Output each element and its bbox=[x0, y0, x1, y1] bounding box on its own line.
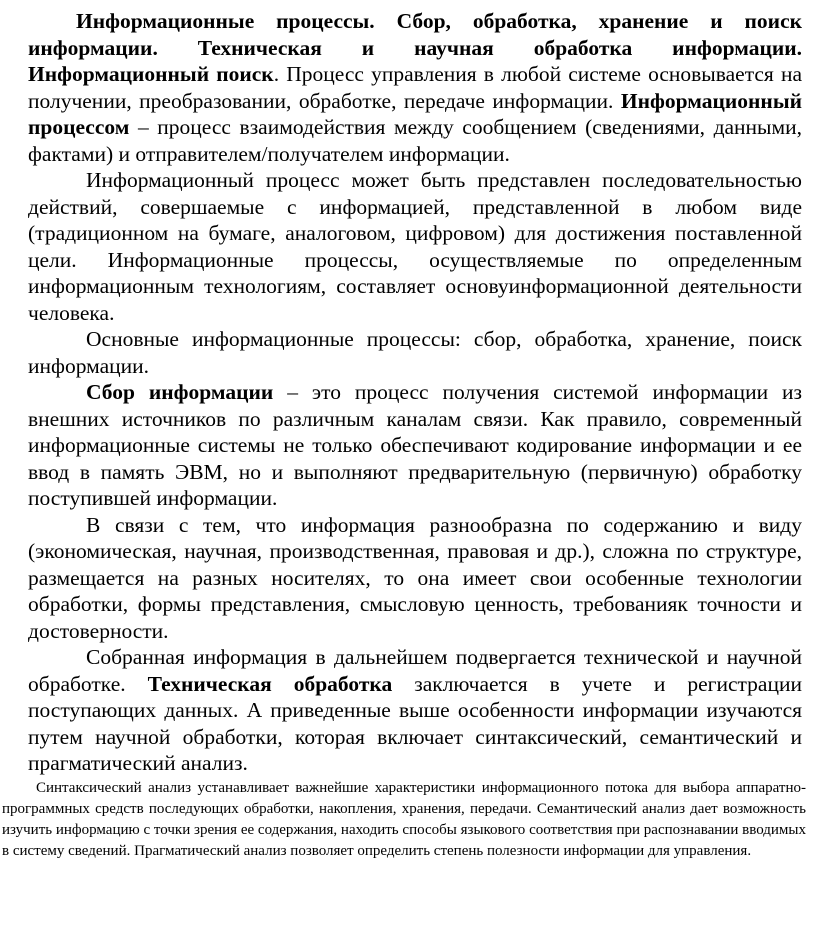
processing-text: заключается в учете и регистрации поступающих данных. А приведенные выше особенности информации изучаются путем научной обработки, которая включает синтаксический, семантический и прагматический анализ. bbox=[28, 671, 802, 775]
paragraph-processing bbox=[28, 644, 802, 777]
small-text bbox=[2, 778, 806, 863]
paragraph-diversity: В связи с тем, что информация разнообразна по содержанию и виду (экономическая, научная, производственная, правовая и др.), сложна по структуре, размещается на разных носителях, то она имеет свои особенные технологии обработки, формы представления, смысловую ценность, требованияк точности и достоверности. bbox=[28, 512, 802, 643]
main-text bbox=[28, 8, 802, 777]
paragraph-intro bbox=[28, 8, 802, 167]
heading: Информационные процессы. Сбор, обработка, хранение и поиск информации. Техническая и научная обработка информации. Информационный поиск bbox=[28, 9, 802, 86]
term-technical-processing: Техническая обработка bbox=[147, 671, 393, 696]
paragraph-process: Информационный процесс может быть представлен последовательностью действий, совершаемые с информацией, представленной в любом виде (традиционном на бумаге, аналоговом, цифровом) для достижения поставленной цели. Информационные процессы, осуществляемые по определенным информационным технологиям, составляет основуинформационной деятельности человека. bbox=[28, 168, 802, 325]
definition-text: – процесс взаимодействия между сообщением (сведениями, данными, фактами) и отправителем/получателем информации. bbox=[28, 115, 802, 166]
paragraph-collection bbox=[28, 379, 802, 512]
intro-text: . Процесс управления в любой системе основывается на получении, преобразовании, обработке, передаче информации. bbox=[28, 62, 802, 113]
term-information-process: Информационный процессом bbox=[28, 88, 802, 139]
paragraph-main-processes: Основные информационные процессы: сбор, обработка, хранение, поиск информации. bbox=[28, 327, 802, 378]
paragraph-analysis: Синтаксический анализ устанавливает важнейшие характеристики информационного потока для выбора аппаратно-программных средств последующих обработки, накопления, хранения, передачи. Семантический анализ дает возможность изучить информацию с точки зрения ее содержания, находить способы языкового соответствия при распознавании вводимых в систему сведений. Прагматический анализ позволяет определить степень полезности информации для управления. bbox=[2, 779, 806, 860]
processing-intro: Собранная информация в дальнейшем подвергается технической и научной обработке. bbox=[28, 645, 802, 696]
collection-text: – это процесс получения системой информации из внешних источников по различным каналам связи. Как правило, современный информационные системы не только обеспечивают кодирование информации и ее ввод в память ЭВМ, но и выполняют предварительную (первичную) обработку поступившей информации. bbox=[28, 380, 802, 510]
term-collection: Сбор информации bbox=[86, 380, 274, 404]
